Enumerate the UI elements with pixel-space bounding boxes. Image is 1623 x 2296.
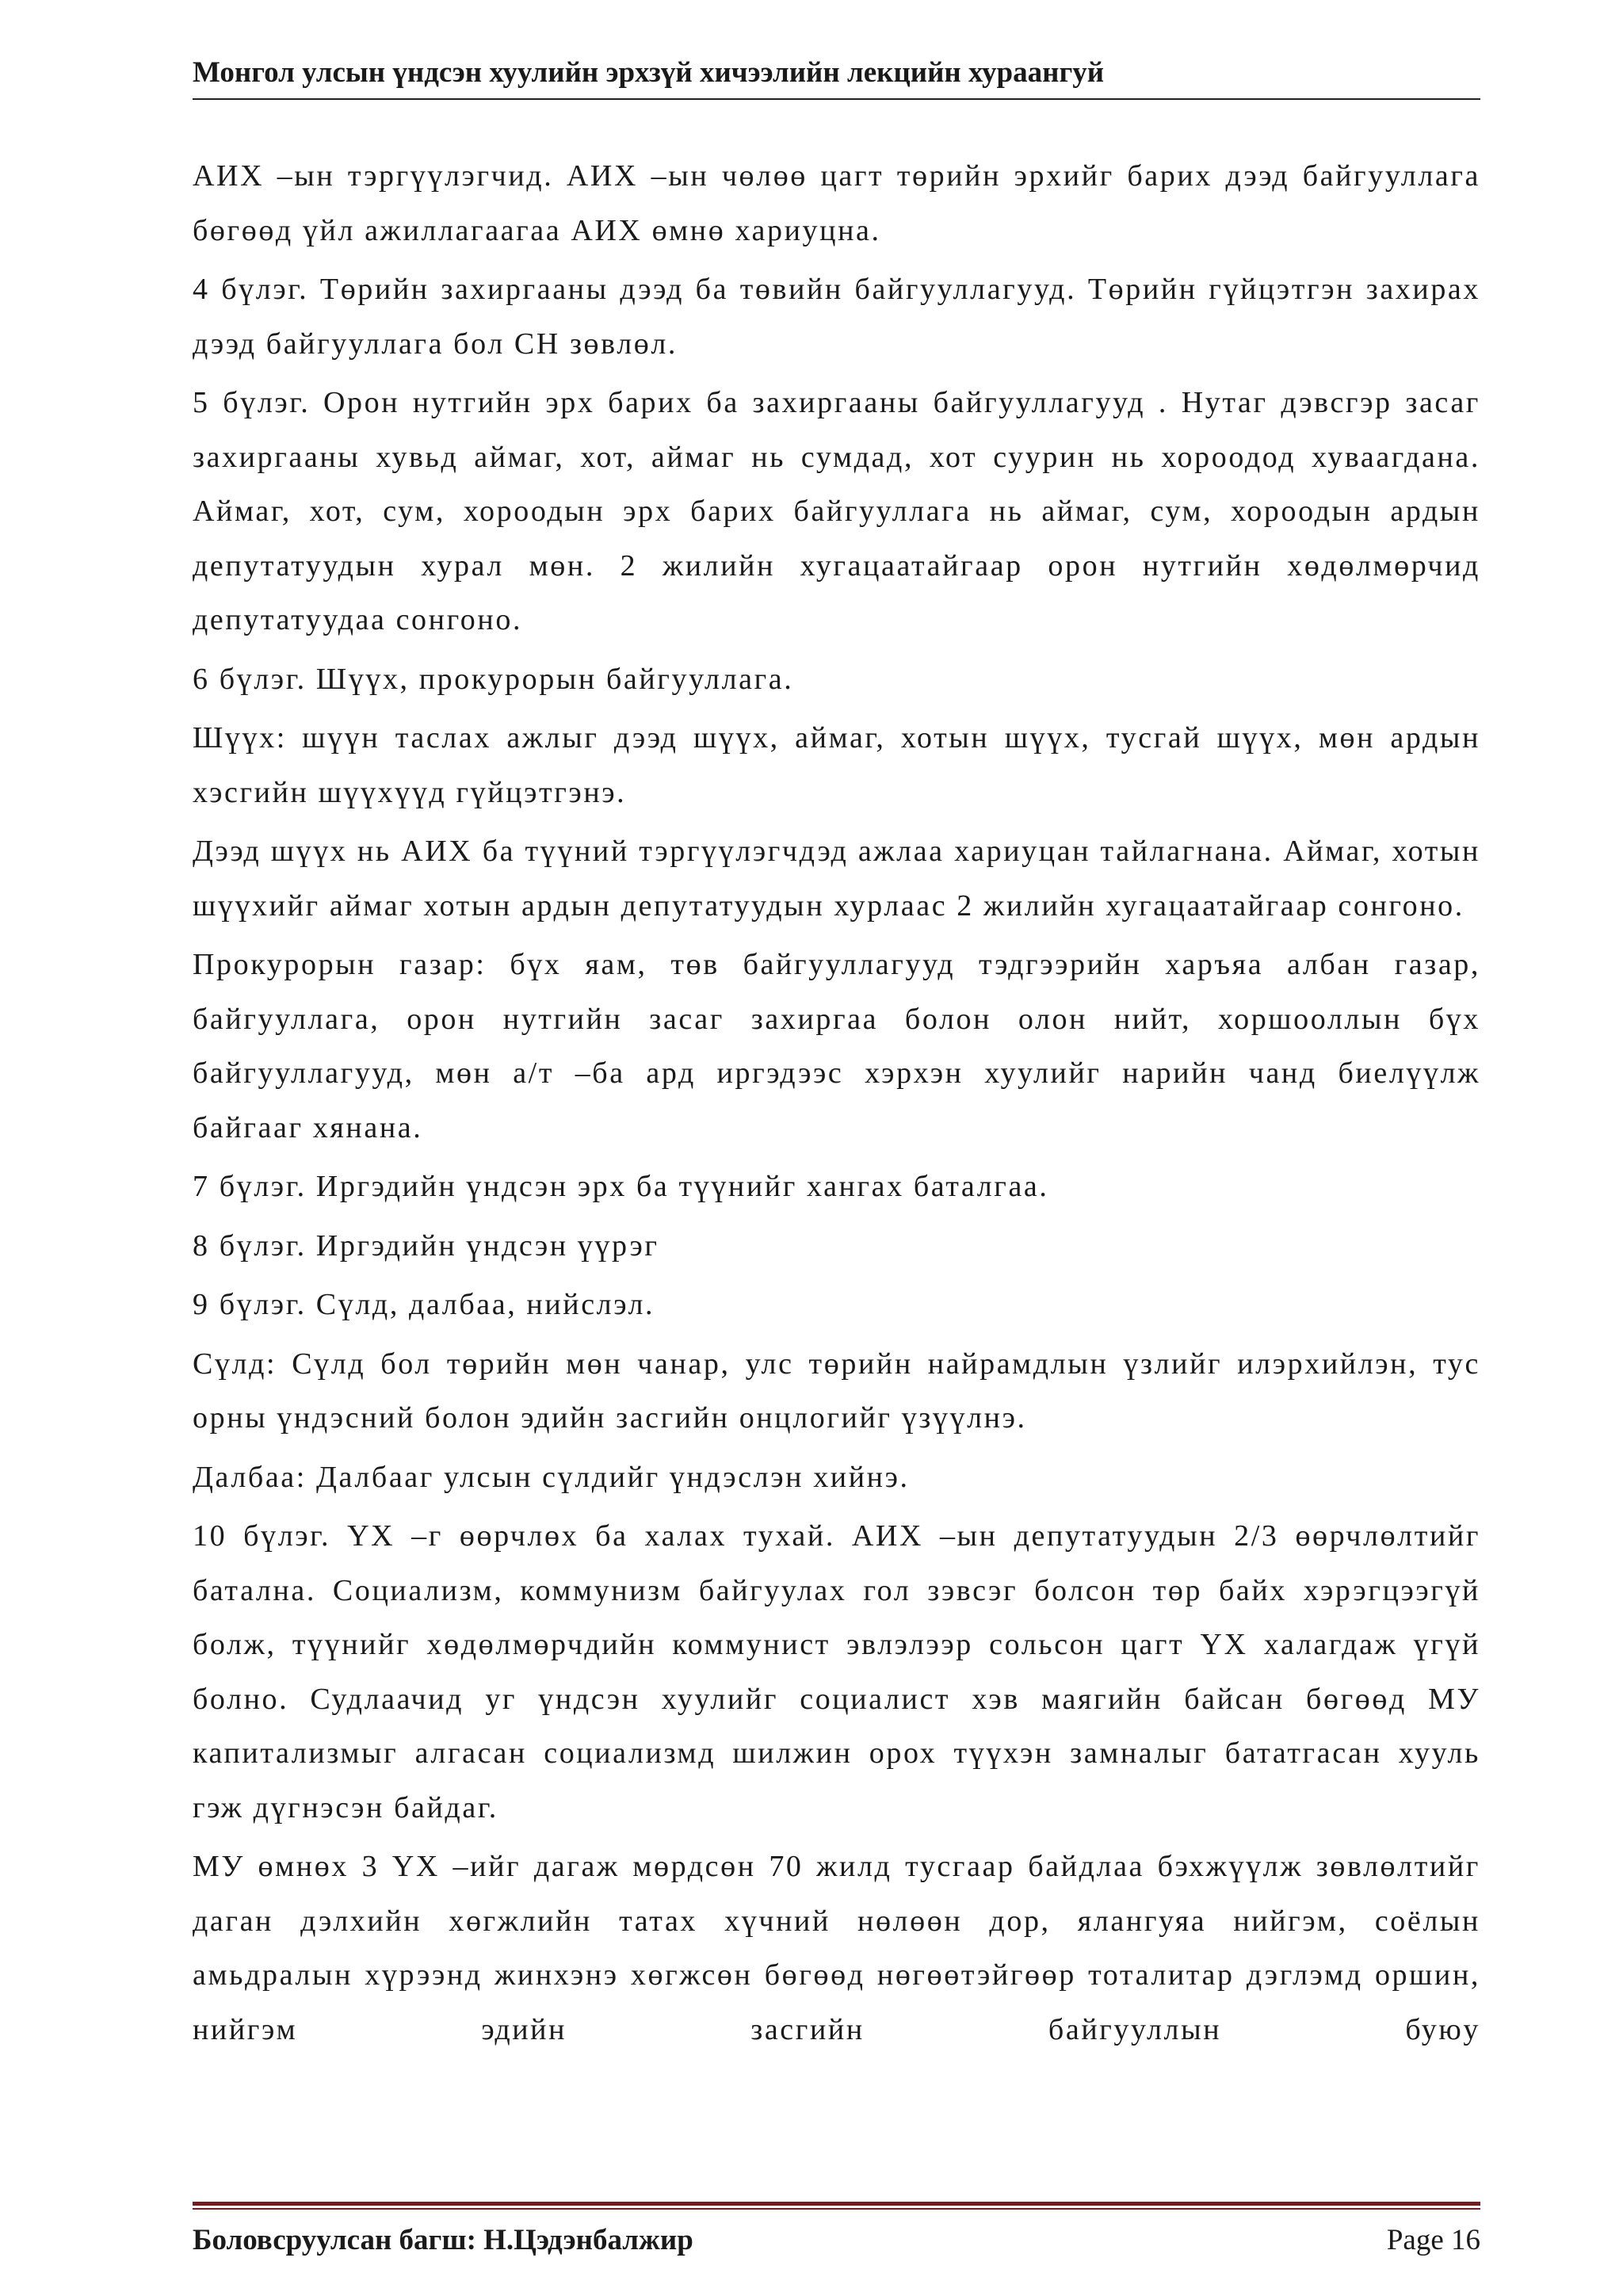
- header-rule: [193, 98, 1480, 100]
- paragraph: Прокурорын газар: бүх яам, төв байгууллагууд тэдгээрийн харъяа албан газар, байгууллага, орон нутгийн засаг захиргаа болон олон нийт, хоршооллын бүх байгууллагууд, мөн а/т –ба ард иргэдээс хэрхэн хуулийг нарийн чанд биелүүлж байгааг хянана.: [193, 948, 1480, 1144]
- paragraph: 10 бүлэг. ҮХ –г өөрчлөх ба халах тухай. АИХ –ын депутатуудын 2/3 өөрчлөлтийг батална. Социализм, коммунизм байгуулах гол зэвсэг болсон төр байх хэрэгцээгүй болж, түүнийг хөдөлмөрчдийн коммунист эвлэлээр сольсон цагт ҮХ халагдаж үгүй болно. Судлаачид уг үндсэн хуулийг социалист хэв маягийн байсан бөгөөд МУ капитализмыг алгасан социализмд шилжин орох түүхэн замналыг бататгасан хууль гэж дүгнэсэн байдаг.: [193, 1519, 1480, 1824]
- paragraph: Шүүх: шүүн таслах ажлыг дээд шүүх, аймаг, хотын шүүх, тусгай шүүх, мөн ардын хэсгийн шүүхүүд гүйцэтгэнэ.: [193, 721, 1480, 809]
- paragraph: 4 бүлэг. Төрийн захиргааны дээд ба төвийн байгууллагууд. Төрийн гүйцэтгэн захирах дээд байгууллага бол СН зөвлөл.: [193, 273, 1480, 361]
- page-number: Page 16: [1386, 2224, 1480, 2256]
- page-footer: [193, 2223, 1480, 2263]
- header-title: Монгол улсын үндсэн хуулийн эрхзүй хичээлийн лекцийн хураангуй: [193, 56, 1105, 89]
- footer-rule: [193, 2202, 1480, 2210]
- page-body: [193, 149, 1480, 2057]
- paragraph: АИХ –ын тэргүүлэгчид. АИХ –ын чөлөө цагт төрийн эрхийг барих дээд байгууллага бөгөөд үйл ажиллагаагаа АИХ өмнө хариуцна.: [193, 159, 1480, 247]
- paragraph: Далбаа: Далбааг улсын сүлдийг үндэслэн хийнэ.: [193, 1460, 910, 1494]
- footer-author: Боловсруулсан багш: Н.Цэдэнбалжир: [193, 2224, 693, 2256]
- paragraph: 6 бүлэг. Шүүх, прокурорын байгууллага.: [193, 662, 794, 696]
- footer-rule-thick: [193, 2202, 1480, 2206]
- paragraph: МУ өмнөх 3 ҮХ –ийг дагаж мөрдсөн 70 жилд тусгаар байдлаа бэхжүүлж зөвлөлтийг даган дэлхийн хөгжлийн татах хүчний нөлөөн дор, ялангуяа нийгэм, соёлын амьдралын хүрээнд жинхэнэ хөгжсөн бөгөөд нөгөөтэйгөөр тоталитар дэглэмд оршин, нийгэм эдийн засгийн байгууллын буюу: [193, 1850, 1480, 2046]
- paragraph: 8 бүлэг. Иргэдийн үндсэн үүрэг: [193, 1228, 659, 1263]
- paragraph: 9 бүлэг. Сүлд, далбаа, нийслэл.: [193, 1288, 655, 1321]
- paragraph: Дээд шүүх нь АИХ ба түүний тэргүүлэгчдэд ажлаа хариуцан тайлагнана. Аймаг, хотын шүүхийг аймаг хотын ардын депутатуудын хурлаас 2 жилийн хугацаатайгаар сонгоно.: [193, 835, 1480, 923]
- paragraph: 5 бүлэг. Орон нутгийн эрх барих ба захиргааны байгууллагууд . Нутаг дэвсгэр засаг захиргааны хувьд аймаг, хот, аймаг нь сумдад, хот суурин нь хороодод хуваагдана. Аймаг, хот, сум, хороодын эрх барих байгууллага нь аймаг, сум, хороодын ардын депутатуудын хурал мөн. 2 жилийн хугацаатайгаар орон нутгийн хөдөлмөрчид депутатуудаа сонгоно.: [193, 386, 1480, 636]
- paragraph: 7 бүлэг. Иргэдийн үндсэн эрх ба түүнийг хангах баталгаа.: [193, 1170, 1049, 1203]
- page-header: [193, 55, 1480, 100]
- footer-rule-thin: [193, 2208, 1480, 2210]
- paragraph: Сүлд: Сүлд бол төрийн мөн чанар, улс төрийн найрамдлын үзлийг илэрхийлэн, тус орны үндэсний болон эдийн засгийн онцлогийг үзүүлнэ.: [193, 1347, 1480, 1435]
